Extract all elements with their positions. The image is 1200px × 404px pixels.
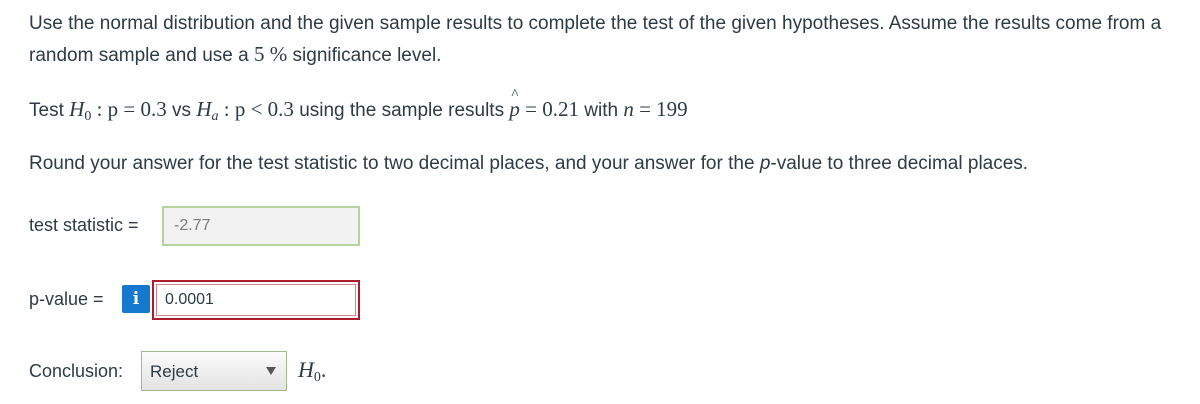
p-hat-symbol: ^ p <box>509 96 520 122</box>
test-statistic-label: test statistic = <box>29 215 139 235</box>
hypotheses-line <box>29 96 688 130</box>
conclusion-h0 <box>298 357 326 386</box>
conclusion-h-subscript: 0 <box>313 370 321 385</box>
rounding-text-1: Round your answer for the test statistic to two decimal places, and your answer for the <box>29 153 755 174</box>
rounding-instructions <box>29 151 1028 177</box>
null-relation: : p = 0.3 <box>96 97 167 121</box>
with-word: with <box>584 100 619 121</box>
rounding-text-2: -value to three decimal places. <box>770 153 1029 174</box>
question-line-1 <box>29 11 1161 37</box>
chevron-down-icon[interactable] <box>256 352 286 390</box>
alt-hypothesis <box>196 97 294 124</box>
question-text-2: random sample and use a <box>29 45 249 66</box>
sample-text: using the sample results <box>299 100 505 121</box>
question-line-2 <box>29 41 441 69</box>
sample-size <box>623 97 687 121</box>
test-word: Test <box>29 100 64 121</box>
p-value-label: p-value = <box>29 289 104 309</box>
p-value-input-frame <box>152 280 360 320</box>
alt-relation: : p < 0.3 <box>223 97 294 121</box>
alt-h-symbol: H <box>196 97 212 121</box>
null-h-symbol: H <box>69 97 85 121</box>
conclusion-period: . <box>320 357 327 382</box>
null-h-subscript: 0 <box>84 109 92 124</box>
conclusion-label: Conclusion: <box>29 361 124 381</box>
conclusion-h-symbol: H <box>298 357 314 382</box>
vs-word: vs <box>172 100 192 121</box>
test-statistic-input[interactable] <box>162 206 360 246</box>
n-symbol: n <box>623 97 634 121</box>
question-text-1: Use the normal distribution and the given sample results to complete the test of the given hypotheses. Assume the results come from a <box>29 13 1162 34</box>
sample-proportion <box>509 97 579 121</box>
alt-h-subscript: a <box>211 109 219 124</box>
p-hat-value: = 0.21 <box>525 97 579 121</box>
conclusion-dropdown[interactable] <box>141 351 287 391</box>
p-value-input[interactable] <box>156 284 356 316</box>
n-value: = 199 <box>639 97 688 121</box>
conclusion-selected-value: Reject <box>150 362 199 381</box>
info-icon[interactable]: i <box>122 285 150 313</box>
question-text-3: significance level. <box>292 45 442 66</box>
rounding-p-word: p <box>759 153 771 174</box>
significance-value: 5 <box>253 42 265 66</box>
percent-sign: % <box>269 42 288 66</box>
null-hypothesis <box>69 97 167 124</box>
